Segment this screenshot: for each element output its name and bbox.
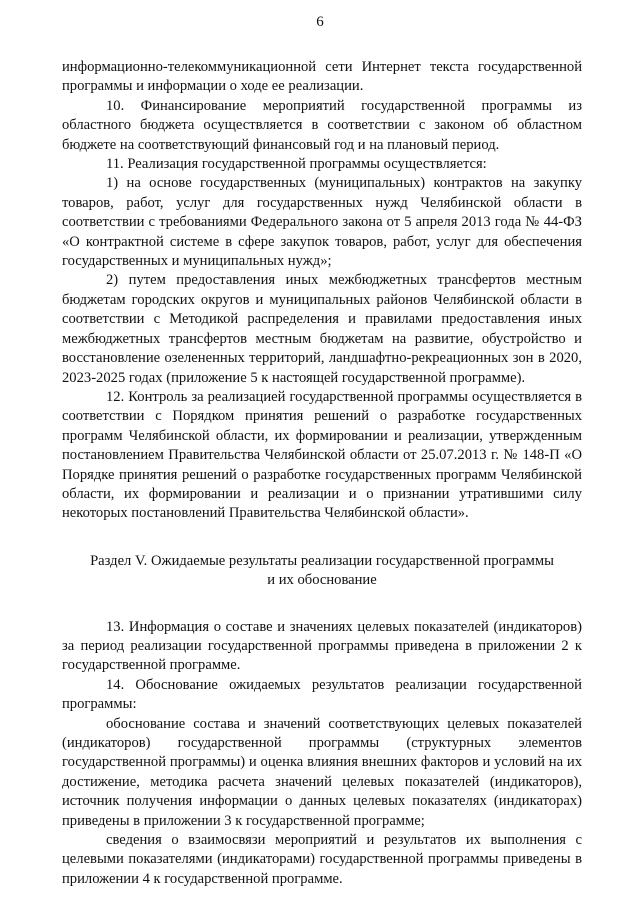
paragraph-12-control: 12. Контроль за реализацией государственной программы осуществляется в соответствии с Порядком принятия решений о разработке государственных программ Челябинской области, их формировании и реализации, утвержденным постановлением Правительства Челябинской области от 25.07.2013 г. № 148-П «О Порядке принятия решений о разработке государственных программ Челябинской области, их формировании и реализации и о признании утратившими силу некоторых постановлений Правительства Челябинской области». xyxy=(62,388,582,522)
paragraph-13-indicators: 13. Информация о составе и значениях целевых показателей (индикаторов) за период реализации государственной программы приведена в приложении 2 к государственной программе. xyxy=(62,618,582,674)
section-heading xyxy=(62,552,582,591)
paragraph-11-item-2: 2) путем предоставления иных межбюджетных трансфертов местным бюджетам городских округов и муниципальных районов Челябинской области в соответствии с Методикой распределения и правилами предоставления иных межбюджетных трансфертов местным бюджетам на развитие, обустройство и восстановление озелененных территорий, ландшафтно-рекреационных зон в 2020, 2023-2025 годах (приложение 5 к настоящей государственной программе). xyxy=(62,272,582,386)
paragraph-continuation: информационно-телекоммуникационной сети Интернет текста государственной программы и информации о ходе ее реализации. xyxy=(62,59,582,95)
paragraph-14-justification: 14. Обоснование ожидаемых результатов реализации государственной программы: xyxy=(62,676,582,713)
paragraph-14-item-composition: обоснование состава и значений соответствующих целевых показателей (индикаторов) государственной программы (структурных элементов государственной программы) и оценка влияния внешних факторов и условий на их достижение, методика расчета значений целевых показателей (индикаторов), источник получения информации о данных целевых показателях (индикаторах) приведены в приложении 3 к государственной программе; xyxy=(62,715,582,829)
section-heading-line-1: Раздел V. Ожидаемые результаты реализации государственной программы xyxy=(90,552,554,569)
document-body xyxy=(62,58,582,889)
paragraph-10-financing: 10. Финансирование мероприятий государственной программы из областного бюджета осуществляется в соответствии с законом об областном бюджете на соответствующий финансовый год и на плановый период. xyxy=(62,97,582,153)
page-number: 6 xyxy=(316,14,324,30)
section-heading-line-2: и их обоснование xyxy=(267,572,377,589)
paragraph-14-item-relationship: сведения о взаимосвязи мероприятий и результатов их выполнения с целевыми показателями (индикаторами) государственной программы приведены в приложении 4 к государственной программе. xyxy=(62,832,582,887)
paragraph-11-item-1: 1) на основе государственных (муниципальных) контрактов на закупку товаров, работ, услуг для государственных нужд Челябинской области в соответствии с требованиями Федерального закона от 5 апреля 2013 года № 44-ФЗ «О контрактной системе в сфере закупок товаров, работ, услуг для обеспечения государственных и муниципальных нужд»; xyxy=(62,175,582,270)
paragraph-11-implementation: 11. Реализация государственной программы осуществляется: xyxy=(106,156,487,173)
